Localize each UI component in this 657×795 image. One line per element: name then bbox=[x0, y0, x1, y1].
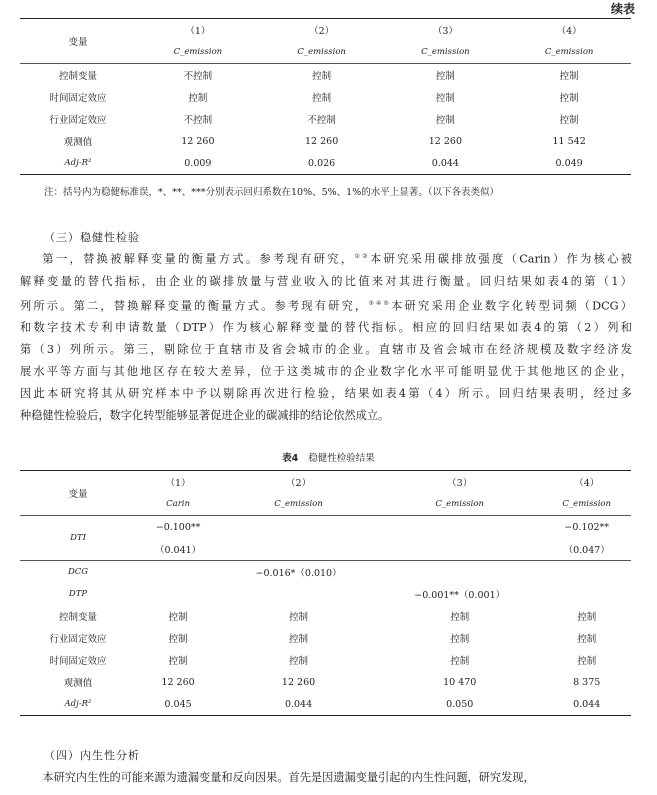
header-variable: 变量 bbox=[20, 471, 136, 516]
table-row bbox=[20, 583, 631, 605]
table-cell: 控制 bbox=[289, 634, 309, 645]
header-variable: 变量 bbox=[20, 19, 136, 64]
table-cell: −0.016*（0.010） bbox=[255, 568, 342, 579]
table-cell bbox=[220, 583, 377, 605]
table-cell: （0.047） bbox=[563, 545, 610, 556]
table-cell: 控制 bbox=[450, 656, 470, 667]
col-header: （2） bbox=[309, 26, 335, 37]
table-cell: 12 260 bbox=[161, 676, 195, 688]
table-cell: 不控制 bbox=[183, 115, 213, 126]
table-row bbox=[20, 649, 631, 671]
row-label: DCG bbox=[67, 567, 89, 577]
row-label: DTI bbox=[70, 533, 86, 543]
table-cell: 控制 bbox=[559, 93, 579, 104]
row-label: 时间固定效应 bbox=[49, 93, 107, 104]
table-cell: 0.026 bbox=[308, 157, 336, 169]
section-heading: （四）内生性分析 bbox=[44, 749, 140, 762]
table-cell: −0.102** bbox=[564, 521, 610, 533]
row-label: 观测值 bbox=[63, 137, 93, 148]
table-cell: 控制 bbox=[289, 656, 309, 667]
col-header: （3） bbox=[432, 26, 458, 37]
body-paragraph bbox=[20, 767, 632, 789]
depvar-header: C_emission bbox=[544, 47, 594, 57]
table-number: 表4 bbox=[282, 453, 299, 464]
text-line: 解释变量的替代指标，由企业的碳排放量与营业收入的比值来对其进行衡量。回归结果如表4的第（1） bbox=[20, 274, 632, 288]
depvar-header: C_emission bbox=[562, 499, 612, 509]
depvar-header: C_emission bbox=[297, 47, 346, 57]
table-cell: 控制 bbox=[312, 71, 332, 82]
depvar-header: C_emission bbox=[421, 47, 470, 57]
table-row bbox=[20, 671, 631, 693]
table-cell: −0.001**（0.001） bbox=[414, 590, 506, 601]
col-header: （2） bbox=[286, 478, 312, 489]
col-header: （4） bbox=[556, 26, 582, 37]
row-label: 行业固定效应 bbox=[49, 115, 107, 126]
text-line: 第一，替换被解释变量的衡量方式。参考现有研究，①②本研究采用碳排放强度（Carin）作为核心被 bbox=[42, 252, 632, 266]
table-cell: −0.100** bbox=[155, 521, 201, 533]
table-cell: 控制 bbox=[435, 115, 455, 126]
row-label: Adj-R² bbox=[64, 158, 92, 168]
depvar-header: Carin bbox=[166, 499, 190, 509]
table-row bbox=[20, 108, 631, 130]
table-cell: 控制 bbox=[312, 93, 332, 104]
text-line: 本研究内生性的可能来源为遗漏变量和反向因果。首先是因遗漏变量引起的内生性问题，研究发现， bbox=[42, 771, 535, 784]
col-header: （3） bbox=[447, 478, 473, 489]
table-row bbox=[20, 152, 631, 175]
text-line: 因此本研究将其从研究样本中予以剔除再次进行检验，结果如表4第（4）所示。回归结果表明，经过多 bbox=[20, 387, 632, 401]
table-cell: 控制 bbox=[559, 71, 579, 82]
row-label: Adj-R² bbox=[64, 699, 92, 709]
table-title: 稳健性检验结果 bbox=[308, 453, 375, 464]
table-cell bbox=[377, 516, 542, 539]
table-cell: 12 260 bbox=[305, 135, 339, 147]
table-cell: 12 260 bbox=[428, 135, 462, 147]
continued-label: 续表 bbox=[610, 2, 635, 16]
table-row bbox=[20, 627, 631, 649]
table-cell: （0.041） bbox=[154, 545, 202, 556]
table-cell: 0.044 bbox=[573, 698, 601, 710]
table-cell: 控制 bbox=[435, 71, 455, 82]
row-label: DTP bbox=[68, 589, 88, 599]
depvar-header: C_emission bbox=[173, 47, 223, 57]
table-cell: 12 260 bbox=[181, 135, 215, 147]
table-row bbox=[20, 693, 631, 716]
table-cell: 控制 bbox=[168, 612, 188, 623]
table-cell: 0.045 bbox=[164, 698, 192, 710]
table-cell: 控制 bbox=[289, 612, 309, 623]
text-line: 展水平等方面与其他地区存在较大差异，位于这类城市的企业数字化水平可能明显优于其他地区的企业， bbox=[20, 365, 632, 379]
depvar-header: C_emission bbox=[274, 499, 323, 509]
table-cell: 控制 bbox=[168, 634, 188, 645]
table-cell: 11 542 bbox=[552, 135, 586, 147]
row-label: 时间固定效应 bbox=[49, 656, 107, 667]
col-header: （1） bbox=[185, 26, 211, 37]
table-cell: 控制 bbox=[435, 93, 455, 104]
table-row bbox=[20, 130, 631, 152]
col-header: （4） bbox=[574, 478, 600, 489]
table-cell bbox=[542, 561, 631, 584]
col-header: （1） bbox=[165, 478, 191, 489]
table-caption bbox=[0, 450, 657, 464]
table-cell bbox=[136, 561, 220, 584]
table-cell: 8 375 bbox=[573, 676, 601, 688]
table-cell: 控制 bbox=[188, 93, 208, 104]
table-cell bbox=[377, 538, 542, 561]
table-cell: 控制 bbox=[450, 634, 470, 645]
table-note: 注：括号内为稳健标准误，*、**、***分别表示回归系数在10%、5%、1%的水平上显著。（以下各表类似） bbox=[44, 187, 500, 198]
text-line: 列所示。第二，替换解释变量的衡量方式。参考现有研究，③④⑤本研究采用企业数字化转型词频（DCG） bbox=[20, 299, 633, 313]
footnote-ref: ①② bbox=[354, 253, 370, 260]
section-heading: （三）稳健性检验 bbox=[44, 231, 140, 244]
table-cell: 0.044 bbox=[284, 698, 313, 710]
table-cell: 12 260 bbox=[281, 676, 316, 688]
text-line: 种稳健性检验后，数字化转型能够显著促进企业的碳减排的结论依然成立。 bbox=[20, 409, 390, 423]
table-cell: 控制 bbox=[559, 115, 579, 126]
table-cell: 0.044 bbox=[431, 157, 459, 169]
text-line: 和数字技术专利申请数量（DTP）作为核心解释变量的替代指标。相应的回归结果如表4的第（2）列和 bbox=[20, 321, 632, 335]
table-cell: 不控制 bbox=[183, 71, 213, 82]
body-paragraph bbox=[20, 246, 632, 427]
table-cell: 10 470 bbox=[443, 676, 477, 688]
table-cell: 控制 bbox=[168, 656, 188, 667]
table-cell: 控制 bbox=[450, 612, 470, 623]
row-label: 行业固定效应 bbox=[49, 634, 107, 645]
continued-table bbox=[20, 18, 631, 175]
table-cell: 0.049 bbox=[555, 157, 583, 169]
table-row bbox=[20, 516, 631, 539]
table-cell bbox=[220, 516, 377, 539]
table-row bbox=[20, 64, 631, 87]
text-line: 第（3）列所示。第三，剔除位于直辖市及省会城市的企业。直辖市及省会城市在经济规模及数字经济发 bbox=[20, 343, 632, 357]
table-cell: 0.009 bbox=[184, 157, 212, 169]
table-cell bbox=[136, 583, 220, 605]
table-row bbox=[20, 605, 631, 627]
table-cell: 0.050 bbox=[446, 698, 474, 710]
table-cell: 不控制 bbox=[307, 115, 336, 126]
row-label: 控制变量 bbox=[58, 612, 97, 623]
table-cell: 控制 bbox=[577, 656, 597, 667]
footnote-ref: ③④⑤ bbox=[368, 299, 392, 307]
table-cell: 控制 bbox=[577, 634, 597, 645]
row-label: 控制变量 bbox=[58, 71, 97, 82]
table-4 bbox=[20, 470, 631, 716]
table-cell bbox=[542, 583, 631, 605]
row-label: 观测值 bbox=[63, 678, 93, 689]
depvar-header: C_emission bbox=[435, 499, 484, 509]
table-cell bbox=[377, 561, 542, 584]
table-row bbox=[20, 86, 631, 108]
table-row bbox=[20, 561, 631, 584]
table-cell bbox=[220, 538, 377, 561]
table-cell: 控制 bbox=[577, 612, 597, 623]
